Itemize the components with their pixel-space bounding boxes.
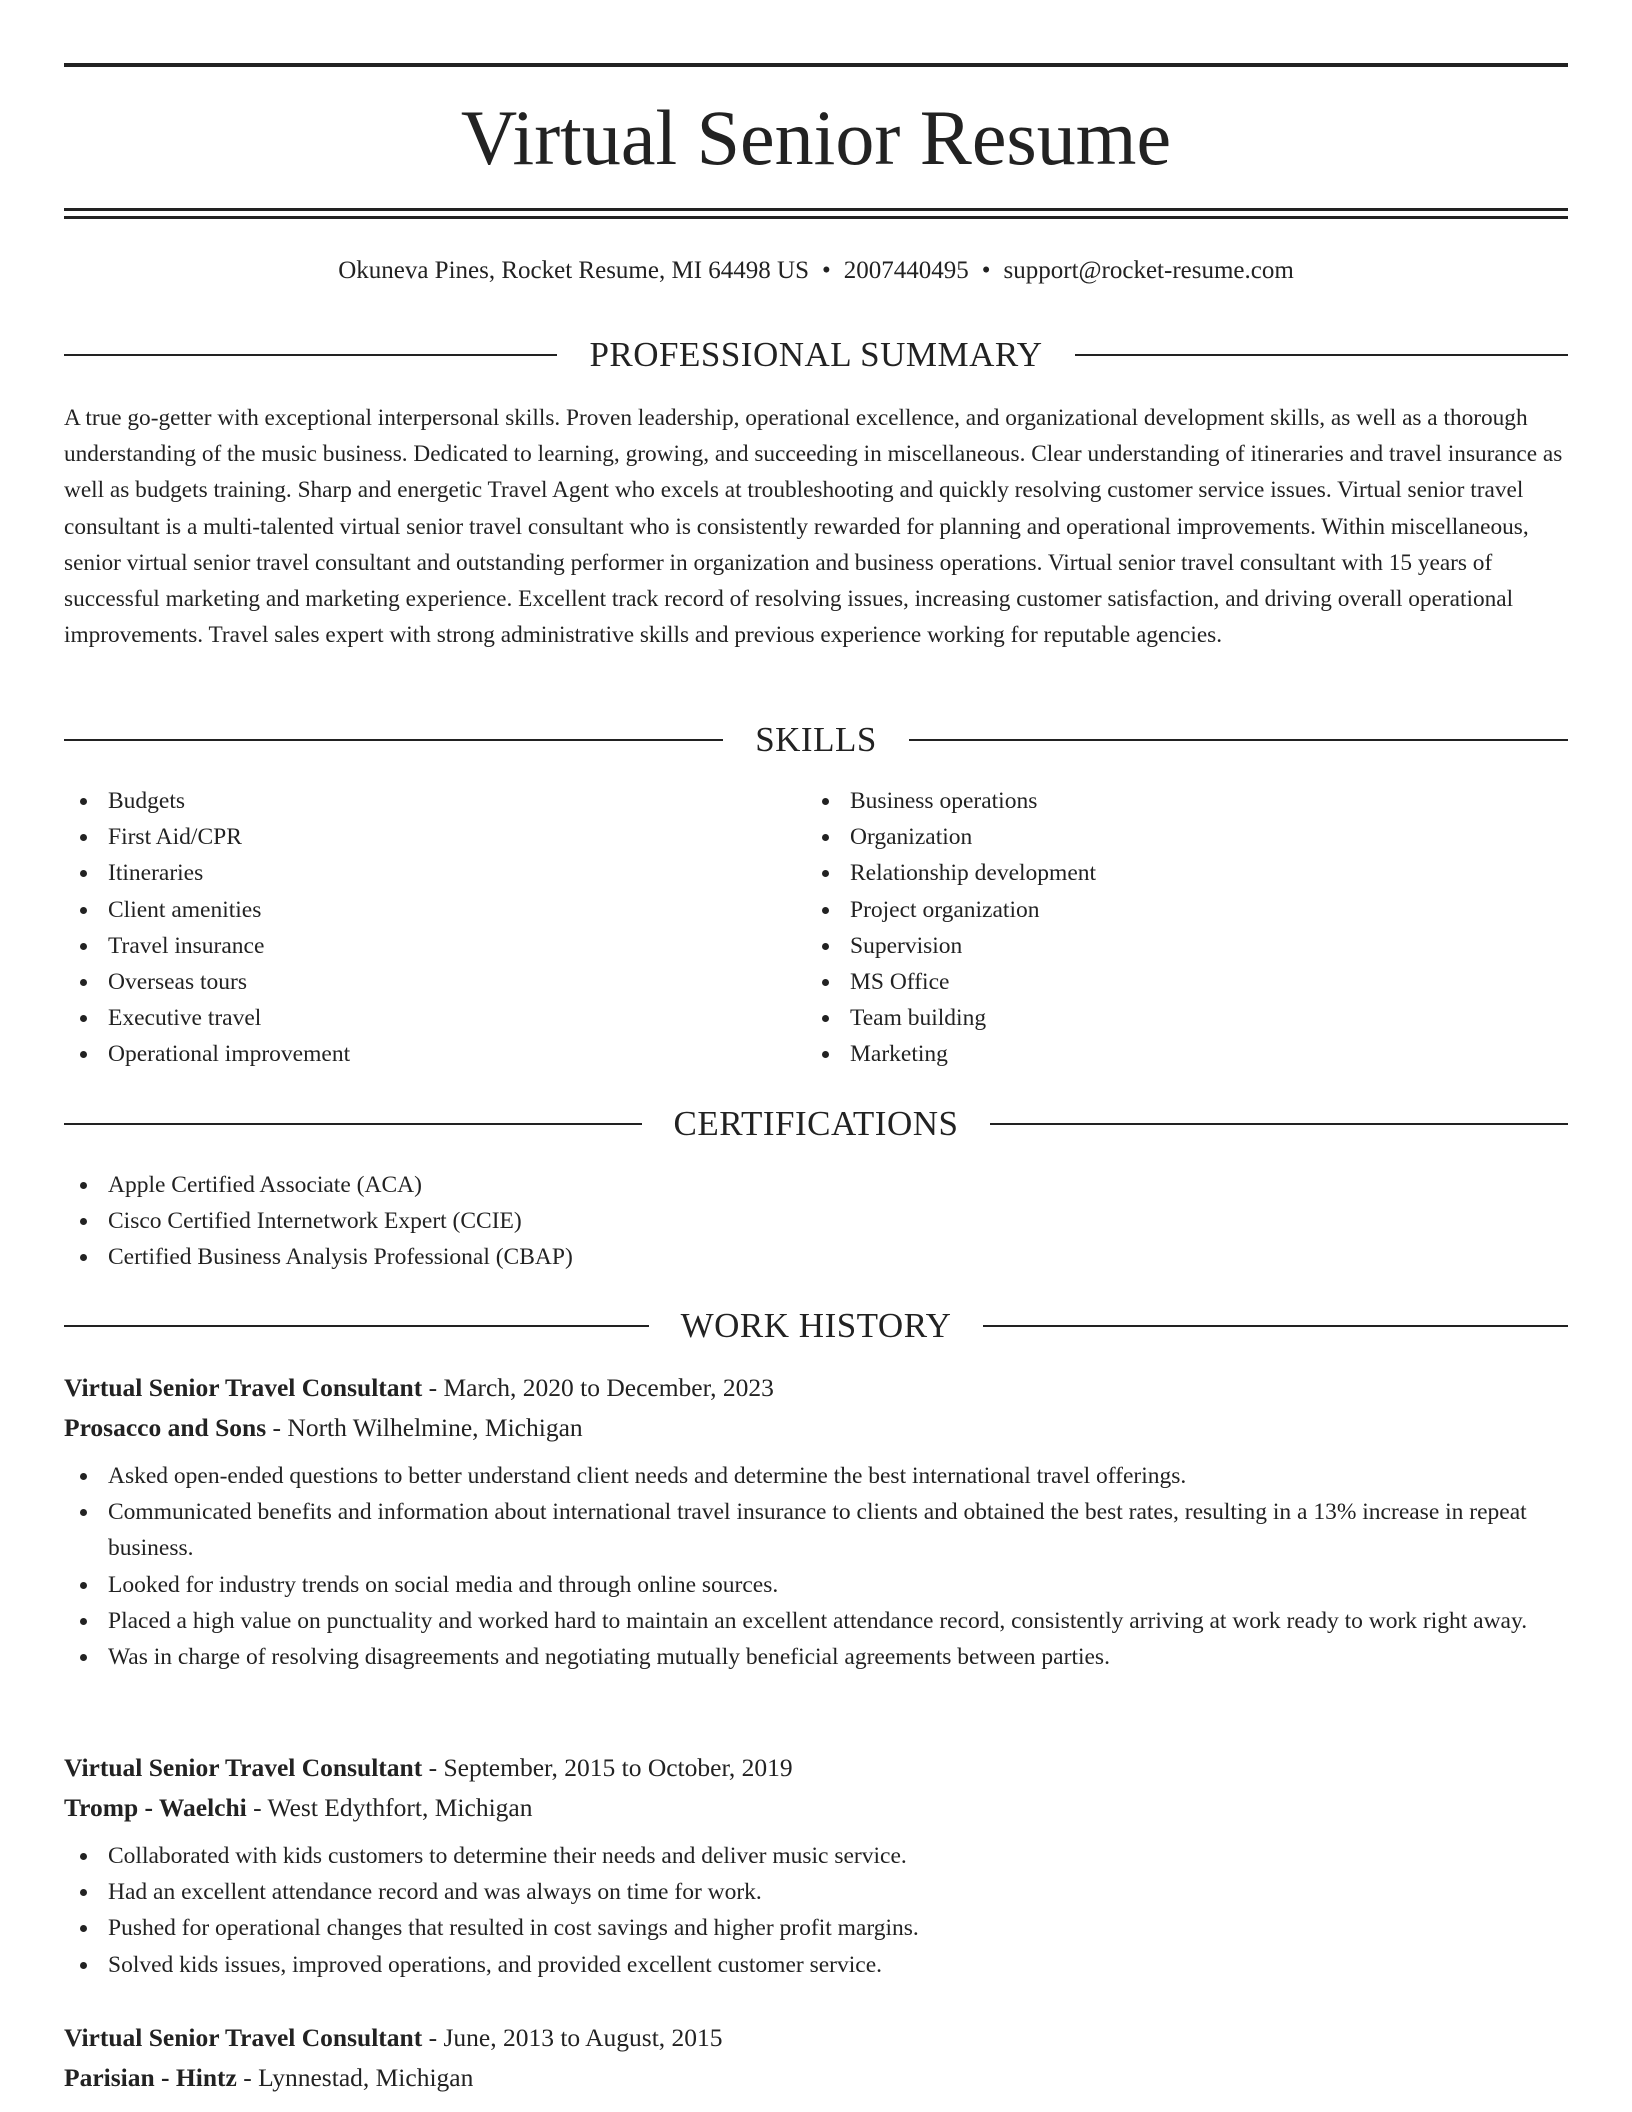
job-bullets bbox=[64, 1838, 1568, 1983]
job-bullet-item: Placed a high value on punctuality and worked hard to maintain an excellent attendance record, consistently arriving at work ready to work right away. bbox=[64, 1603, 1568, 1639]
job-entry bbox=[64, 1368, 1568, 1675]
section-heading-skills bbox=[64, 718, 1568, 762]
heading-rule-right bbox=[909, 739, 1568, 741]
job-title: Virtual Senior Travel Consultant bbox=[64, 1753, 423, 1782]
contact-email: support@rocket-resume.com bbox=[1003, 257, 1294, 284]
skill-item: First Aid/CPR bbox=[64, 819, 804, 855]
skill-item: Supervision bbox=[806, 928, 1568, 964]
job-entry bbox=[64, 1748, 1568, 1983]
skill-item: Organization bbox=[806, 819, 1568, 855]
certification-item: Apple Certified Associate (ACA) bbox=[64, 1167, 1568, 1203]
section-title: PROFESSIONAL SUMMARY bbox=[589, 335, 1043, 374]
heading-rule-left bbox=[64, 739, 723, 741]
skill-item: MS Office bbox=[806, 964, 1568, 1000]
title-rule-upper bbox=[64, 208, 1568, 211]
title-rule-lower bbox=[64, 216, 1568, 219]
section-heading-certifications bbox=[64, 1102, 1568, 1146]
certification-item: Certified Business Analysis Professional (CBAP) bbox=[64, 1239, 1568, 1275]
job-company: Parisian - Hintz bbox=[64, 2063, 237, 2092]
job-company-line bbox=[64, 1788, 1568, 1828]
section-heading-work bbox=[64, 1304, 1568, 1348]
skills-list-left bbox=[64, 783, 804, 1073]
skill-item: Executive travel bbox=[64, 1000, 804, 1036]
job-bullet-item: Was in charge of resolving disagreements and negotiating mutually beneficial agreements between parties. bbox=[64, 1639, 1568, 1675]
job-bullet-item: Collaborated with kids customers to determine their needs and deliver music service. bbox=[64, 1838, 1568, 1874]
job-location: - Lynnestad, Michigan bbox=[236, 2063, 474, 2092]
certification-item: Cisco Certified Internetwork Expert (CCIE) bbox=[64, 1203, 1568, 1239]
job-company: Tromp - Waelchi bbox=[64, 1793, 247, 1822]
skills-list-right bbox=[806, 783, 1568, 1073]
job-dates: - June, 2013 to August, 2015 bbox=[422, 2023, 723, 2052]
section-title: SKILLS bbox=[755, 720, 877, 759]
job-bullet-item: Had an excellent attendance record and was always on time for work. bbox=[64, 1874, 1568, 1910]
job-location: - West Edythfort, Michigan bbox=[246, 1793, 533, 1822]
section-title: CERTIFICATIONS bbox=[673, 1104, 959, 1143]
skill-item: Relationship development bbox=[806, 855, 1568, 891]
heading-rule-right bbox=[990, 1123, 1568, 1125]
job-entry bbox=[64, 2018, 1568, 2098]
contact-line bbox=[64, 254, 1568, 288]
job-title-line bbox=[64, 1748, 1568, 1788]
skill-item: Marketing bbox=[806, 1036, 1568, 1072]
job-bullet-item: Asked open-ended questions to better understand client needs and determine the best international travel offerings. bbox=[64, 1458, 1568, 1494]
job-title-line bbox=[64, 1368, 1568, 1408]
skill-item: Itineraries bbox=[64, 855, 804, 891]
skill-item: Operational improvement bbox=[64, 1036, 804, 1072]
top-rule bbox=[64, 63, 1568, 67]
job-company-line bbox=[64, 1408, 1568, 1448]
skill-item: Travel insurance bbox=[64, 928, 804, 964]
job-company-line bbox=[64, 2058, 1568, 2098]
heading-rule-left bbox=[64, 1325, 649, 1327]
job-bullet-item: Solved kids issues, improved operations, and provided excellent customer service. bbox=[64, 1947, 1568, 1983]
skill-item: Business operations bbox=[806, 783, 1568, 819]
heading-rule-right bbox=[983, 1325, 1568, 1327]
contact-separator: • bbox=[981, 257, 991, 284]
skill-item: Overseas tours bbox=[64, 964, 804, 1000]
heading-rule-left bbox=[64, 1123, 642, 1125]
skill-item: Budgets bbox=[64, 783, 804, 819]
skill-item: Client amenities bbox=[64, 892, 804, 928]
job-bullet-item: Communicated benefits and information about international travel insurance to clients and obtained the best rates, resulting in a 13% increase in repeat business. bbox=[64, 1494, 1568, 1566]
job-dates: - March, 2020 to December, 2023 bbox=[422, 1373, 774, 1402]
section-heading-summary bbox=[64, 333, 1568, 377]
job-title-line bbox=[64, 2018, 1568, 2058]
job-company: Prosacco and Sons bbox=[64, 1413, 267, 1442]
job-title: Virtual Senior Travel Consultant bbox=[64, 2023, 423, 2052]
certifications-list bbox=[64, 1167, 1568, 1276]
skill-item: Project organization bbox=[806, 892, 1568, 928]
job-bullets bbox=[64, 1458, 1568, 1675]
job-bullet-item: Pushed for operational changes that resulted in cost savings and higher profit margins. bbox=[64, 1910, 1568, 1946]
section-title: WORK HISTORY bbox=[680, 1306, 952, 1345]
heading-rule-left bbox=[64, 354, 557, 356]
job-dates: - September, 2015 to October, 2019 bbox=[422, 1753, 793, 1782]
job-title: Virtual Senior Travel Consultant bbox=[64, 1373, 423, 1402]
job-bullet-item: Looked for industry trends on social media and through online sources. bbox=[64, 1567, 1568, 1603]
heading-rule-right bbox=[1075, 354, 1568, 356]
resume-title: Virtual Senior Resume bbox=[460, 94, 1172, 181]
summary-paragraph: A true go-getter with exceptional interpersonal skills. Proven leadership, operational excellence, and organizational development skills, as well as a thorough understanding of the music business. Dedicated to learning, growing, and succeeding in miscellaneous. Clear understanding of itineraries and travel insurance as well as budgets training. Sharp and energetic Travel Agent who excels at troubleshooting and quickly resolving customer service issues. Virtual senior travel consultant is a multi-talented virtual senior travel consultant who is consistently rewarded for planning and operational improvements. Within miscellaneous, senior virtual senior travel consultant and outstanding performer in organization and business operations. Virtual senior travel consultant with 15 years of successful marketing and marketing experience. Excellent track record of resolving issues, increasing customer satisfaction, and driving overall operational improvements. Travel sales expert with strong administrative skills and previous experience working for reputable agencies. bbox=[64, 405, 1563, 649]
contact-separator: • bbox=[821, 257, 831, 284]
contact-phone: 2007440495 bbox=[843, 257, 969, 284]
skill-item: Team building bbox=[806, 1000, 1568, 1036]
job-location: - North Wilhelmine, Michigan bbox=[266, 1413, 583, 1442]
contact-address: Okuneva Pines, Rocket Resume, MI 64498 US bbox=[338, 257, 809, 284]
